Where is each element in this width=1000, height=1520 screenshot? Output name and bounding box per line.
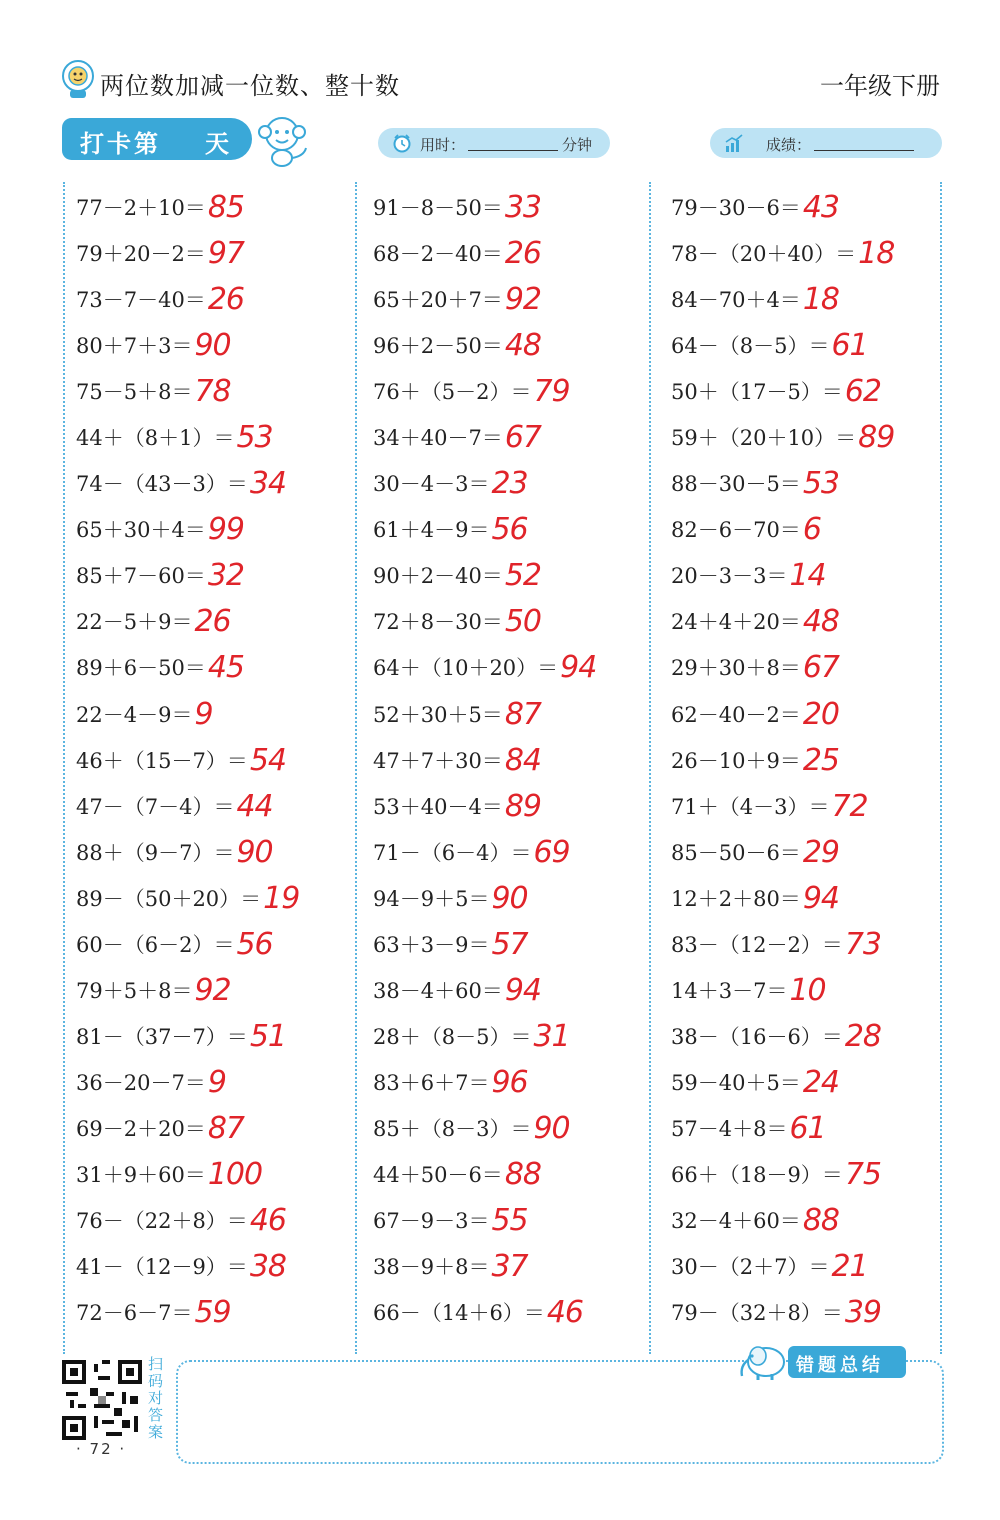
handwritten-answer[interactable]: 67 xyxy=(802,650,839,686)
handwritten-answer[interactable]: 45 xyxy=(207,650,244,686)
exercise-row xyxy=(373,871,663,917)
handwritten-answer[interactable]: 48 xyxy=(504,328,541,364)
handwritten-answer[interactable]: 6 xyxy=(802,512,821,548)
exercise-row xyxy=(671,226,961,272)
handwritten-answer[interactable]: 26 xyxy=(504,236,541,272)
exercise-question: 73－7－40＝ xyxy=(76,288,206,313)
exercise-question: 38－9＋8＝ xyxy=(373,1255,490,1280)
handwritten-answer[interactable]: 44 xyxy=(236,788,273,824)
exercise-row xyxy=(671,825,961,871)
exercise-question: 14＋3－7＝ xyxy=(671,978,788,1003)
exercise-question: 46＋（15－7）＝ xyxy=(76,748,248,773)
score-label: 成绩： xyxy=(766,136,812,154)
handwritten-answer[interactable]: 89 xyxy=(858,420,895,456)
qr-code-icon[interactable] xyxy=(62,1360,142,1440)
exercise-question: 80＋7＋3＝ xyxy=(76,334,193,359)
handwritten-answer[interactable]: 87 xyxy=(504,696,541,732)
exercise-row xyxy=(373,502,663,548)
exercise-row xyxy=(76,1239,366,1285)
exercise-question: 96＋2－50＝ xyxy=(373,334,503,359)
exercise-row xyxy=(671,1239,961,1285)
handwritten-answer[interactable]: 90 xyxy=(194,328,231,364)
exercise-row xyxy=(76,364,366,410)
handwritten-answer[interactable]: 90 xyxy=(533,1110,570,1146)
handwritten-answer[interactable]: 53 xyxy=(236,420,273,456)
banner-suffix: 天 xyxy=(205,130,232,158)
exercise-row xyxy=(76,410,366,456)
handwritten-answer[interactable]: 57 xyxy=(491,926,528,962)
exercise-row xyxy=(373,779,663,825)
exercise-question: 71－（6－4）＝ xyxy=(373,840,532,865)
handwritten-answer[interactable]: 59 xyxy=(194,1295,231,1331)
exercise-row xyxy=(373,318,663,364)
exercise-row xyxy=(373,1147,663,1193)
exercise-question: 30－（2＋7）＝ xyxy=(671,1255,830,1280)
chart-icon xyxy=(724,133,744,153)
exercise-row xyxy=(671,1101,961,1147)
handwritten-answer[interactable]: 99 xyxy=(207,512,244,548)
exercise-row xyxy=(671,272,961,318)
handwritten-answer[interactable]: 79 xyxy=(533,374,570,410)
exercise-row xyxy=(76,871,366,917)
exercise-row xyxy=(671,1193,961,1239)
exercise-question: 20－3－3＝ xyxy=(671,564,788,589)
exercise-row xyxy=(671,456,961,502)
exercise-question: 75－5＋8＝ xyxy=(76,380,193,405)
handwritten-answer[interactable]: 53 xyxy=(802,466,839,502)
exercise-question: 26－10＋9＝ xyxy=(671,748,801,773)
handwritten-answer[interactable]: 26 xyxy=(207,282,244,318)
exercise-question: 66－（14＋6）＝ xyxy=(373,1301,545,1326)
exercise-question: 79－30－6＝ xyxy=(671,196,801,220)
exercise-column-1 xyxy=(76,180,366,1331)
handwritten-answer[interactable]: 29 xyxy=(802,834,839,870)
exercise-row xyxy=(76,733,366,779)
page-header xyxy=(60,58,940,108)
exercise-row xyxy=(373,272,663,318)
exercise-row xyxy=(671,963,961,1009)
exercise-question: 47－（7－4）＝ xyxy=(76,794,235,819)
handwritten-answer[interactable]: 88 xyxy=(504,1156,541,1192)
handwritten-answer[interactable]: 67 xyxy=(504,420,541,456)
page-number: · 72 · xyxy=(76,1440,127,1458)
exercise-row xyxy=(76,1009,366,1055)
checkin-banner xyxy=(62,118,252,160)
exercise-question: 59－40＋5＝ xyxy=(671,1070,801,1095)
exercise-question: 41－（12－9）＝ xyxy=(76,1255,248,1280)
exercise-row xyxy=(76,272,366,318)
exercise-question: 83＋6＋7＝ xyxy=(373,1070,490,1095)
handwritten-answer[interactable]: 78 xyxy=(194,374,231,410)
handwritten-answer[interactable]: 34 xyxy=(249,466,286,502)
exercise-question: 30－4－3＝ xyxy=(373,472,490,497)
exercise-question: 74－（43－3）＝ xyxy=(76,472,248,497)
lion-logo-icon xyxy=(60,58,96,100)
exercise-row xyxy=(76,917,366,963)
exercise-row xyxy=(373,917,663,963)
handwritten-answer[interactable]: 90 xyxy=(236,834,273,870)
time-label: 用时： xyxy=(420,136,466,154)
exercise-question: 79＋5＋8＝ xyxy=(76,978,193,1003)
exercise-question: 38－4＋60＝ xyxy=(373,978,503,1003)
exercise-row xyxy=(671,1285,961,1331)
exercise-row xyxy=(373,963,663,1009)
exercise-question: 62－40－2＝ xyxy=(671,702,801,727)
exercise-row xyxy=(373,180,663,226)
handwritten-answer[interactable]: 9 xyxy=(194,696,213,732)
exercise-question: 29＋30＋8＝ xyxy=(671,656,801,681)
handwritten-answer[interactable]: 46 xyxy=(546,1295,583,1331)
exercise-question: 85＋7－60＝ xyxy=(76,564,206,589)
handwritten-answer[interactable]: 37 xyxy=(491,1249,528,1285)
handwritten-answer[interactable]: 21 xyxy=(831,1249,868,1285)
exercise-row xyxy=(76,1055,366,1101)
exercise-row xyxy=(76,180,366,226)
exercise-question: 79＋20－2＝ xyxy=(76,242,206,267)
exercise-question: 85＋（8－3）＝ xyxy=(373,1116,532,1141)
handwritten-answer[interactable]: 51 xyxy=(249,1018,286,1054)
elephant-icon xyxy=(736,1338,790,1382)
exercise-row xyxy=(373,1285,663,1331)
exercise-question: 67－9－3＝ xyxy=(373,1209,490,1234)
exercise-question: 88－30－5＝ xyxy=(671,472,801,497)
exercise-row xyxy=(76,1147,366,1193)
exercise-row xyxy=(373,1101,663,1147)
exercise-question: 65＋30＋4＝ xyxy=(76,518,206,543)
handwritten-answer[interactable]: 94 xyxy=(560,650,597,686)
exercise-row xyxy=(373,410,663,456)
handwritten-answer[interactable]: 14 xyxy=(789,558,826,594)
exercise-row xyxy=(76,963,366,1009)
handwritten-answer[interactable]: 88 xyxy=(802,1203,839,1239)
exercise-question: 61＋4－9＝ xyxy=(373,518,490,543)
exercise-question: 77－2＋10＝ xyxy=(76,196,206,220)
exercise-row xyxy=(671,318,961,364)
handwritten-answer[interactable]: 92 xyxy=(194,972,231,1008)
handwritten-answer[interactable]: 43 xyxy=(802,190,839,225)
handwritten-answer[interactable]: 38 xyxy=(249,1249,286,1285)
exercise-row xyxy=(671,1009,961,1055)
exercise-row xyxy=(671,502,961,548)
exercise-row xyxy=(373,1193,663,1239)
time-blank[interactable] xyxy=(468,150,558,151)
exercise-question: 91－8－50＝ xyxy=(373,196,503,220)
exercise-question: 53＋40－4＝ xyxy=(373,794,503,819)
exercise-row xyxy=(76,226,366,272)
exercise-row xyxy=(373,687,663,733)
exercise-row xyxy=(671,1055,961,1101)
score-field xyxy=(710,128,942,158)
handwritten-answer[interactable]: 46 xyxy=(249,1203,286,1239)
handwritten-answer[interactable]: 96 xyxy=(491,1064,528,1100)
exercise-row xyxy=(76,779,366,825)
handwritten-answer[interactable]: 94 xyxy=(802,880,839,916)
qr-caption: 扫码对答案 xyxy=(148,1355,164,1441)
exercise-column-2 xyxy=(373,180,663,1331)
handwritten-answer[interactable]: 26 xyxy=(194,604,231,640)
handwritten-answer[interactable]: 10 xyxy=(789,972,826,1008)
exercise-row xyxy=(671,594,961,640)
exercise-question: 68－2－40＝ xyxy=(373,242,503,267)
exercise-question: 65＋20＋7＝ xyxy=(373,288,503,313)
exercise-row xyxy=(671,364,961,410)
handwritten-answer[interactable]: 72 xyxy=(831,788,868,824)
exercise-question: 94－9＋5＝ xyxy=(373,886,490,911)
exercise-question: 83－（12－2）＝ xyxy=(671,932,843,957)
handwritten-answer[interactable]: 9 xyxy=(207,1064,226,1100)
exercise-row xyxy=(76,825,366,871)
exercise-question: 63＋3－9＝ xyxy=(373,932,490,957)
exercise-question: 85－50－6＝ xyxy=(671,840,801,865)
time-field xyxy=(378,128,610,158)
handwritten-answer[interactable]: 92 xyxy=(504,282,541,318)
exercise-row xyxy=(671,640,961,686)
exercise-question: 60－（6－2）＝ xyxy=(76,932,235,957)
exercise-question: 72－6－7＝ xyxy=(76,1301,193,1326)
exercise-row xyxy=(671,687,961,733)
exercise-question: 47＋7＋30＝ xyxy=(373,748,503,773)
handwritten-answer[interactable]: 85 xyxy=(207,190,244,225)
exercise-question: 89＋6－50＝ xyxy=(76,656,206,681)
score-blank[interactable] xyxy=(814,150,914,151)
handwritten-answer[interactable]: 31 xyxy=(533,1018,570,1054)
handwritten-answer[interactable]: 84 xyxy=(504,742,541,778)
handwritten-answer[interactable]: 28 xyxy=(844,1018,881,1054)
exercise-row xyxy=(76,1285,366,1331)
clock-icon xyxy=(392,133,412,153)
exercise-row xyxy=(373,364,663,410)
handwritten-answer[interactable]: 100 xyxy=(207,1156,263,1192)
exercise-row xyxy=(671,1147,961,1193)
exercise-question: 50＋（17－5）＝ xyxy=(671,380,843,405)
exercise-question: 32－4＋60＝ xyxy=(671,1209,801,1234)
exercise-row xyxy=(671,548,961,594)
handwritten-answer[interactable]: 54 xyxy=(249,742,286,778)
exercise-question: 22－5＋9＝ xyxy=(76,610,193,635)
exercise-question: 76＋（5－2）＝ xyxy=(373,380,532,405)
handwritten-answer[interactable]: 89 xyxy=(504,788,541,824)
handwritten-answer[interactable]: 24 xyxy=(802,1064,839,1100)
exercise-row xyxy=(76,502,366,548)
handwritten-answer[interactable]: 48 xyxy=(802,604,839,640)
exercise-question: 89－（50＋20）＝ xyxy=(76,886,262,911)
handwritten-answer[interactable]: 55 xyxy=(491,1203,528,1239)
exercise-question: 31＋9＋60＝ xyxy=(76,1162,206,1187)
exercise-row xyxy=(373,456,663,502)
exercise-question: 81－（37－7）＝ xyxy=(76,1024,248,1049)
exercise-row xyxy=(76,594,366,640)
exercise-row xyxy=(76,1193,366,1239)
handwritten-answer[interactable]: 25 xyxy=(802,742,839,778)
handwritten-answer[interactable]: 39 xyxy=(844,1295,881,1331)
exercise-row xyxy=(76,640,366,686)
exercise-question: 24＋4＋20＝ xyxy=(671,610,801,635)
grade-label: 一年级下册 xyxy=(820,72,940,100)
handwritten-answer[interactable]: 56 xyxy=(236,926,273,962)
exercise-row xyxy=(373,1239,663,1285)
exercise-question: 59＋（20＋10）＝ xyxy=(671,426,857,451)
handwritten-answer[interactable]: 75 xyxy=(844,1156,881,1192)
handwritten-answer[interactable]: 61 xyxy=(831,328,868,364)
exercise-question: 57－4＋8＝ xyxy=(671,1116,788,1141)
banner-prefix: 打卡第 xyxy=(80,130,161,158)
exercise-question: 79－（32＋8）＝ xyxy=(671,1301,843,1326)
mistake-summary-tag xyxy=(788,1346,906,1378)
handwritten-answer[interactable]: 18 xyxy=(802,282,839,318)
exercise-question: 64＋（10＋20）＝ xyxy=(373,656,559,681)
exercise-question: 36－20－7＝ xyxy=(76,1070,206,1095)
exercise-question: 69－2＋20＝ xyxy=(76,1116,206,1141)
handwritten-answer[interactable]: 87 xyxy=(207,1110,244,1146)
handwritten-answer[interactable]: 33 xyxy=(504,190,541,225)
exercise-row xyxy=(373,548,663,594)
handwritten-answer[interactable]: 52 xyxy=(504,558,541,594)
handwritten-answer[interactable]: 20 xyxy=(802,696,839,732)
exercise-row xyxy=(373,825,663,871)
exercise-question: 28＋（8－5）＝ xyxy=(373,1024,532,1049)
exercise-question: 64－（8－5）＝ xyxy=(671,334,830,359)
handwritten-answer[interactable]: 94 xyxy=(504,972,541,1008)
handwritten-answer[interactable]: 19 xyxy=(263,880,300,916)
exercise-row xyxy=(373,640,663,686)
exercise-row xyxy=(76,318,366,364)
exercise-row xyxy=(373,226,663,272)
handwritten-answer[interactable]: 90 xyxy=(491,880,528,916)
exercise-row xyxy=(671,871,961,917)
exercise-question: 90＋2－40＝ xyxy=(373,564,503,589)
handwritten-answer[interactable]: 18 xyxy=(858,236,895,272)
exercise-row xyxy=(671,779,961,825)
column-divider xyxy=(63,182,65,1354)
exercise-question: 22－4－9＝ xyxy=(76,702,193,727)
page-title: 两位数加减一位数、整十数 xyxy=(100,72,400,100)
exercise-row xyxy=(76,687,366,733)
handwritten-answer[interactable]: 50 xyxy=(504,604,541,640)
exercise-question: 72＋8－30＝ xyxy=(373,610,503,635)
handwritten-answer[interactable]: 97 xyxy=(207,236,244,272)
exercise-row xyxy=(373,1055,663,1101)
exercise-question: 66＋（18－9）＝ xyxy=(671,1162,843,1187)
mistake-summary-label: 错题总结 xyxy=(796,1355,884,1376)
exercise-question: 44＋（8＋1）＝ xyxy=(76,426,235,451)
exercise-question: 38－（16－6）＝ xyxy=(671,1024,843,1049)
exercise-question: 84－70＋4＝ xyxy=(671,288,801,313)
time-unit: 分钟 xyxy=(562,136,593,154)
exercise-question: 78－（20＋40）＝ xyxy=(671,242,857,267)
exercise-question: 52＋30＋5＝ xyxy=(373,702,503,727)
exercise-question: 12＋2＋80＝ xyxy=(671,886,801,911)
monkey-icon xyxy=(252,112,312,168)
exercise-question: 76－（22＋8）＝ xyxy=(76,1209,248,1234)
exercise-question: 82－6－70＝ xyxy=(671,518,801,543)
exercise-column-3 xyxy=(671,180,961,1331)
handwritten-answer[interactable]: 69 xyxy=(533,834,570,870)
exercise-row xyxy=(76,456,366,502)
exercise-question: 88＋（9－7）＝ xyxy=(76,840,235,865)
handwritten-answer[interactable]: 62 xyxy=(844,374,881,410)
exercise-row xyxy=(373,594,663,640)
exercise-row xyxy=(373,733,663,779)
exercise-question: 71＋（4－3）＝ xyxy=(671,794,830,819)
handwritten-answer[interactable]: 23 xyxy=(491,466,528,502)
handwritten-answer[interactable]: 56 xyxy=(491,512,528,548)
exercise-question: 34＋40－7＝ xyxy=(373,426,503,451)
handwritten-answer[interactable]: 32 xyxy=(207,558,244,594)
exercise-question: 44＋50－6＝ xyxy=(373,1162,503,1187)
exercise-row xyxy=(671,917,961,963)
exercise-row xyxy=(671,180,961,226)
handwritten-answer[interactable]: 61 xyxy=(789,1110,826,1146)
exercise-row xyxy=(76,548,366,594)
handwritten-answer[interactable]: 73 xyxy=(844,926,881,962)
exercise-row xyxy=(671,733,961,779)
exercise-row xyxy=(671,410,961,456)
exercise-row xyxy=(373,1009,663,1055)
exercise-row xyxy=(76,1101,366,1147)
